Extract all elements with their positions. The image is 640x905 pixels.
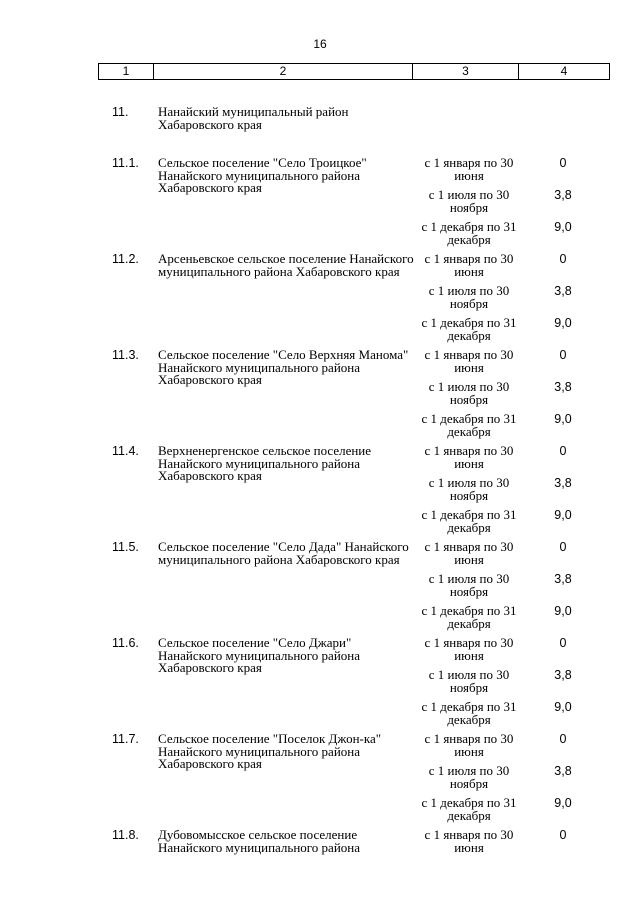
period-cell: с 1 июля по 30 ноября (428, 379, 510, 407)
table-row (98, 829, 610, 861)
row-number: 11.2. (112, 252, 139, 266)
period-cell: с 1 июля по 30 ноября (428, 571, 510, 599)
row-number: 11. (112, 105, 129, 119)
period-list (414, 253, 524, 349)
period-list (414, 445, 524, 541)
value-list (524, 637, 610, 733)
table-row (98, 541, 610, 637)
value-cell: 0 (559, 156, 567, 170)
settlement-name: Сельское поселение "Село Троицкое" Нанайского муниципального района Хабаровского края (158, 155, 367, 195)
table-row (98, 349, 610, 445)
period-cell: с 1 января по 30 июня (424, 251, 514, 279)
period-cell: с 1 января по 30 июня (424, 443, 514, 471)
settlement-name: Сельское поселение "Поселок Джон-ка" Нанайского муниципального района Хабаровского края (158, 731, 382, 771)
value-cell: 3,8 (554, 476, 572, 490)
period-cell: с 1 декабря по 31 декабря (421, 699, 517, 727)
period-cell: с 1 июля по 30 ноября (428, 667, 510, 695)
settlement-name: Сельское поселение "Село Верхняя Манома" Нанайского муниципального района Хабаровского края (158, 347, 409, 387)
row-number: 11.7. (112, 732, 139, 746)
period-cell: с 1 января по 30 июня (424, 731, 514, 759)
page-number: 16 (313, 37, 327, 51)
value-cell: 0 (559, 540, 567, 554)
settlement-name: Верхненергенское сельское поселение Нанайского муниципального района Хабаровского края (158, 443, 372, 483)
value-cell: 3,8 (554, 380, 572, 394)
period-cell: с 1 января по 30 июня (424, 155, 514, 183)
row-number: 11.8. (112, 828, 139, 842)
row-number: 11.6. (112, 636, 139, 650)
value-list (524, 445, 610, 541)
table-row (98, 637, 610, 733)
period-list (414, 829, 524, 861)
value-cell: 3,8 (554, 764, 572, 778)
row-number: 11.5. (112, 540, 139, 554)
row-number: 11.1. (112, 156, 139, 170)
value-list (524, 106, 610, 131)
period-cell: с 1 декабря по 31 декабря (421, 411, 517, 439)
period-list (414, 541, 524, 637)
value-list (524, 541, 610, 637)
header-col-3: 3 (413, 64, 519, 79)
settlement-name: Сельское поселение "Село Джари" Нанайского муниципального района Хабаровского края (158, 635, 361, 675)
value-cell: 3,8 (554, 188, 572, 202)
value-cell: 9,0 (554, 796, 572, 810)
settlement-name: Арсеньевское сельское поселение Нанайского муниципального района Хабаровского края (158, 251, 414, 279)
header-col-1: 1 (99, 64, 154, 79)
period-cell: с 1 июля по 30 ноября (428, 475, 510, 503)
table-body (98, 106, 610, 861)
period-cell: с 1 июля по 30 ноября (428, 283, 510, 311)
period-list (414, 733, 524, 829)
settlement-name: Дубовомысское сельское поселение Нанайского муниципального района (158, 827, 361, 855)
row-number: 11.3. (112, 348, 139, 362)
period-list (414, 349, 524, 445)
value-cell: 9,0 (554, 508, 572, 522)
value-list (524, 349, 610, 445)
value-cell: 9,0 (554, 700, 572, 714)
value-cell: 0 (559, 732, 567, 746)
period-list (414, 637, 524, 733)
settlement-name: Сельское поселение "Село Дада" Нанайского муниципального района Хабаровского края (158, 539, 409, 567)
row-number: 11.4. (112, 444, 139, 458)
period-cell: с 1 декабря по 31 декабря (421, 603, 517, 631)
value-cell: 0 (559, 252, 567, 266)
value-list (524, 253, 610, 349)
table-row (98, 157, 610, 253)
value-cell: 9,0 (554, 220, 572, 234)
value-cell: 9,0 (554, 412, 572, 426)
table-header (98, 63, 610, 80)
value-cell: 3,8 (554, 668, 572, 682)
header-col-4: 4 (560, 64, 568, 78)
period-cell: с 1 января по 30 июня (424, 539, 514, 567)
period-cell: с 1 декабря по 31 декабря (421, 507, 517, 535)
period-cell: с 1 января по 30 июня (424, 347, 514, 375)
period-cell: с 1 января по 30 июня (424, 827, 514, 855)
value-list (524, 157, 610, 253)
value-cell: 9,0 (554, 604, 572, 618)
table-row (98, 106, 610, 131)
value-cell: 0 (559, 444, 567, 458)
period-cell: с 1 июля по 30 ноября (428, 763, 510, 791)
value-list (524, 733, 610, 829)
value-cell: 3,8 (554, 284, 572, 298)
value-cell: 3,8 (554, 572, 572, 586)
table-row (98, 733, 610, 829)
header-col-2: 2 (154, 64, 413, 79)
value-list (524, 829, 610, 861)
period-cell: с 1 декабря по 31 декабря (421, 315, 517, 343)
table-row (98, 253, 610, 349)
period-cell: с 1 декабря по 31 декабря (421, 219, 517, 247)
period-list (414, 106, 524, 131)
period-cell: с 1 января по 30 июня (424, 635, 514, 663)
period-cell: с 1 декабря по 31 декабря (421, 795, 517, 823)
period-list (414, 157, 524, 253)
value-cell: 0 (559, 348, 567, 362)
value-cell: 0 (559, 636, 567, 650)
value-cell: 0 (559, 828, 567, 842)
table-row (98, 445, 610, 541)
period-cell: с 1 июля по 30 ноября (428, 187, 510, 215)
value-cell: 9,0 (554, 316, 572, 330)
settlement-name: Нанайский муниципальный район Хабаровского края (158, 104, 349, 132)
